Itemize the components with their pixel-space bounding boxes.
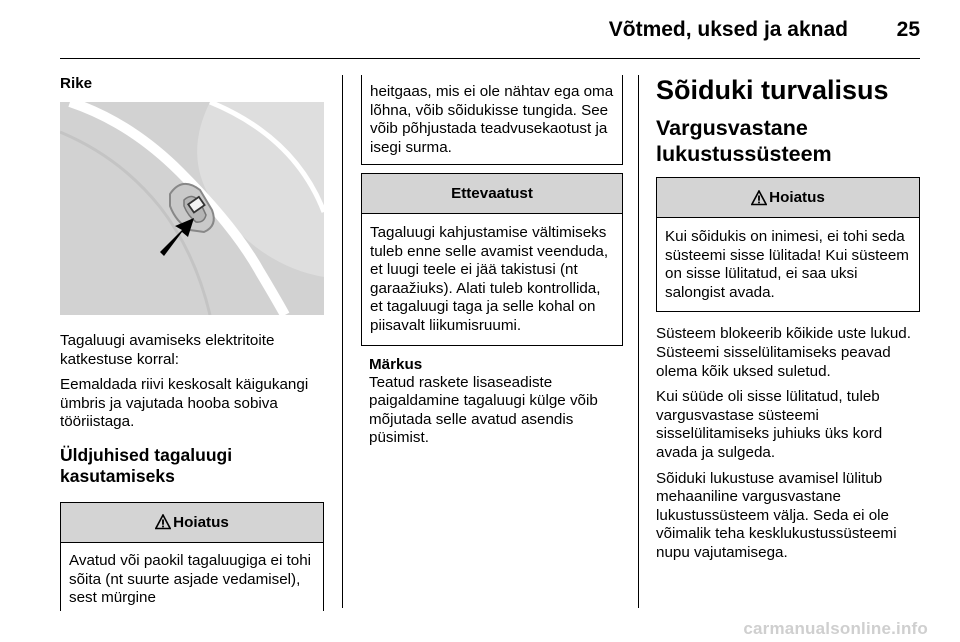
warning-triangle-icon	[751, 190, 767, 206]
note-body: Teatud raskete lisaseadiste paigaldamine tagaluugi külge võib mõjutada selle avatud asendis püsimist.	[369, 373, 598, 447]
paragraph-ignition: Kui süüde oli sisse lülitatud, tuleb vargusvastase süsteemi sisselülitamiseks juhiuks üks kord avada ja sulgeda.	[656, 388, 883, 461]
warning-box-antitheft-header	[657, 178, 919, 218]
warning-box-header	[61, 503, 323, 543]
note-heading: Märkus	[369, 355, 423, 373]
illustration-drawing	[60, 102, 324, 315]
warning-box-body: Avatud või paokil tagaluugiga ei tohi sõita (nt suurte asjade vedamisel), sest mürgine	[69, 551, 312, 607]
main-heading: Sõiduki turvalisus	[656, 75, 889, 105]
page-header-title: Võtmed, uksed ja aknad	[608, 18, 848, 41]
header-divider	[60, 58, 920, 59]
column-divider-1	[342, 75, 343, 608]
warning-box-antitheft	[656, 177, 920, 312]
paragraph-system-blocks: Süsteem blokeerib kõikide uste lukud. Süsteemi sisselülitamiseks peavad olema kõik uksed suletud.	[656, 325, 911, 380]
paragraph-power-failure: Tagaluugi avamiseks elektritoite katkestuse korral:	[60, 332, 275, 368]
caution-box	[361, 173, 623, 346]
tailgate-release-handle-illustration	[60, 102, 324, 315]
section-heading-general: Üldjuhised tagaluugi kasutamiseks	[60, 444, 233, 486]
site-watermark: carmanualsonline.info	[743, 619, 928, 638]
warning-box-continued-body: heitgaas, mis ei ole nähtav ega oma lõhna, võib sõidukisse tungida. See võib põhjustada teadvusekaotust ja isegi surma.	[370, 83, 614, 156]
column-3	[656, 75, 920, 563]
warning-box-tailgate	[60, 502, 324, 611]
section-heading-rike: Rike	[60, 75, 93, 92]
sub-heading: Vargusvastane lukustussüsteem	[656, 116, 832, 166]
paragraph-unlocking: Sõiduki lukustuse avamisel lülitub mehaaniline vargusvastane lukustussüsteem välja. Seda ei ole võimalik teha kesklukustussüsteemi nupu vajutamisega.	[656, 469, 897, 561]
caution-box-body: Tagaluugi kahjustamise vältimiseks tuleb enne selle avamist veenduda, et luugi teele ei jää takistusi (nt garaažiuks). Alati tuleb kontrollida, et tagaluugi taga ja selle kohal on piisavalt liikumisruumi.	[370, 224, 609, 334]
column-2	[361, 75, 623, 448]
page-number: 25	[896, 18, 920, 41]
warning-box-antitheft-title: Hoiatus	[769, 189, 825, 206]
paragraph-remove-cover: Eemaldada riivi keskosalt käigukangi ümbris ja vajutada hooba sobiva tööriistaga.	[60, 376, 309, 431]
column-divider-2	[638, 75, 639, 608]
column-1	[60, 75, 324, 611]
caution-box-title: Ettevaatust	[451, 185, 533, 202]
caution-box-header	[362, 174, 622, 214]
warning-box-antitheft-body: Kui sõidukis on inimesi, ei tohi seda süsteemi sisse lülitada! Kui süsteem on sisse lülitatud, ei saa uksi salongist avada.	[665, 228, 909, 301]
warning-triangle-icon	[155, 514, 171, 530]
warning-box-title: Hoiatus	[173, 513, 229, 531]
warning-box-continued	[361, 75, 623, 165]
